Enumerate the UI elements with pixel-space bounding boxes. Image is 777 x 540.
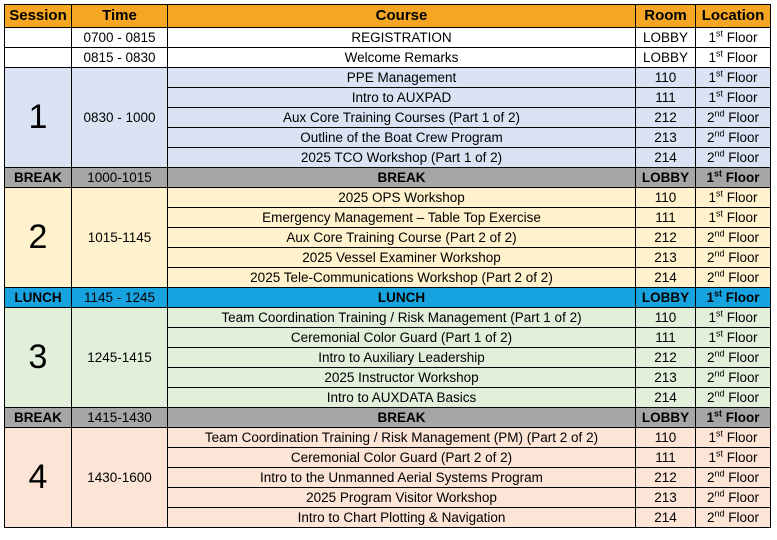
course-cell: 2025 Tele-Communications Workshop (Part 2 of 2) — [168, 268, 636, 288]
time-cell: 0815 - 0830 — [72, 48, 168, 68]
floor-number: 2 — [706, 350, 715, 365]
floor-word: Floor — [724, 130, 760, 145]
location-cell — [696, 408, 771, 428]
floor-number: 2 — [706, 490, 715, 505]
location-cell — [696, 148, 771, 168]
floor-number: 2 — [706, 390, 715, 405]
room-cell: LOBBY — [636, 288, 696, 308]
course-cell: Welcome Remarks — [168, 48, 636, 68]
course-cell: REGISTRATION — [168, 28, 636, 48]
floor-ordinal: st — [715, 48, 723, 59]
course-cell: Team Coordination Training / Risk Management (PM) (Part 2 of 2) — [168, 428, 636, 448]
room-cell: 213 — [636, 248, 696, 268]
course-cell: 2025 Vessel Examiner Workshop — [168, 248, 636, 268]
session-cell — [5, 48, 72, 68]
location-cell — [696, 488, 771, 508]
time-cell: 1145 - 1245 — [72, 288, 168, 308]
room-cell: LOBBY — [636, 48, 696, 68]
room-cell: 213 — [636, 368, 696, 388]
schedule-table — [4, 4, 771, 528]
floor-number: 2 — [706, 130, 715, 145]
floor-number: 1 — [708, 70, 716, 85]
course-cell: Aux Core Training Courses (Part 1 of 2) — [168, 108, 636, 128]
floor-ordinal: st — [714, 288, 723, 299]
floor-ordinal: st — [715, 428, 723, 439]
floor-ordinal: nd — [714, 108, 725, 119]
lunch-row — [5, 288, 771, 308]
floor-number: 2 — [706, 110, 715, 125]
room-cell: LOBBY — [636, 28, 696, 48]
floor-word: Floor — [723, 70, 758, 85]
floor-ordinal: nd — [714, 268, 725, 279]
floor-ordinal: nd — [714, 128, 725, 139]
course-cell: PPE Management — [168, 68, 636, 88]
course-cell: 2025 TCO Workshop (Part 1 of 2) — [168, 148, 636, 168]
location-cell — [696, 228, 771, 248]
header-location: Location — [696, 5, 771, 28]
floor-number: 1 — [708, 50, 716, 65]
floor-ordinal: st — [715, 208, 723, 219]
session-cell: BREAK — [5, 168, 72, 188]
location-cell — [696, 448, 771, 468]
course-cell: Ceremonial Color Guard (Part 2 of 2) — [168, 448, 636, 468]
location-cell — [696, 348, 771, 368]
location-cell — [696, 368, 771, 388]
room-cell: 214 — [636, 388, 696, 408]
floor-number: 1 — [708, 430, 716, 445]
room-cell: 212 — [636, 228, 696, 248]
course-cell: Intro to Auxiliary Leadership — [168, 348, 636, 368]
time-cell: 0700 - 0815 — [72, 28, 168, 48]
location-cell — [696, 128, 771, 148]
floor-word: Floor — [724, 490, 760, 505]
floor-ordinal: nd — [714, 468, 725, 479]
floor-ordinal: nd — [714, 368, 725, 379]
floor-word: Floor — [724, 390, 760, 405]
table-row — [5, 68, 771, 88]
floor-number: 1 — [706, 410, 714, 425]
floor-number: 2 — [706, 370, 715, 385]
location-cell — [696, 108, 771, 128]
floor-word: Floor — [723, 450, 758, 465]
course-cell: 2025 Program Visitor Workshop — [168, 488, 636, 508]
floor-number: 1 — [706, 170, 714, 185]
course-cell: 2025 OPS Workshop — [168, 188, 636, 208]
floor-number: 1 — [708, 90, 716, 105]
floor-ordinal: st — [715, 68, 723, 79]
location-cell — [696, 328, 771, 348]
floor-word: Floor — [723, 330, 758, 345]
floor-word: Floor — [722, 410, 760, 425]
floor-word: Floor — [723, 90, 758, 105]
header-room: Room — [636, 5, 696, 28]
location-cell — [696, 508, 771, 528]
floor-word: Floor — [724, 270, 760, 285]
location-cell — [696, 208, 771, 228]
floor-number: 2 — [706, 510, 715, 525]
floor-word: Floor — [722, 170, 760, 185]
floor-number: 1 — [706, 290, 714, 305]
room-cell: 111 — [636, 328, 696, 348]
course-cell: Intro to AUXDATA Basics — [168, 388, 636, 408]
session-number: 3 — [5, 308, 72, 408]
session-time: 1430-1600 — [72, 428, 168, 528]
floor-word: Floor — [724, 250, 760, 265]
break-row — [5, 168, 771, 188]
floor-ordinal: nd — [714, 148, 725, 159]
room-cell: 213 — [636, 488, 696, 508]
location-cell — [696, 68, 771, 88]
room-cell: 212 — [636, 468, 696, 488]
floor-ordinal: nd — [714, 488, 725, 499]
room-cell: 212 — [636, 348, 696, 368]
welcome-row — [5, 48, 771, 68]
floor-word: Floor — [723, 190, 758, 205]
floor-ordinal: st — [714, 408, 723, 419]
course-cell: BREAK — [168, 408, 636, 428]
location-cell — [696, 308, 771, 328]
floor-number: 2 — [706, 250, 715, 265]
room-cell: 110 — [636, 188, 696, 208]
room-cell: LOBBY — [636, 168, 696, 188]
break-row — [5, 408, 771, 428]
floor-ordinal: st — [715, 88, 723, 99]
room-cell: 111 — [636, 208, 696, 228]
room-cell: 214 — [636, 148, 696, 168]
location-cell — [696, 248, 771, 268]
room-cell: 214 — [636, 268, 696, 288]
floor-ordinal: st — [715, 188, 723, 199]
floor-ordinal: nd — [714, 348, 725, 359]
room-cell: 110 — [636, 428, 696, 448]
location-cell — [696, 168, 771, 188]
floor-ordinal: nd — [714, 248, 725, 259]
floor-number: 1 — [708, 450, 716, 465]
session-cell — [5, 28, 72, 48]
room-cell: 110 — [636, 308, 696, 328]
floor-number: 2 — [706, 230, 715, 245]
floor-ordinal: st — [715, 28, 723, 39]
session-cell: LUNCH — [5, 288, 72, 308]
floor-word: Floor — [722, 290, 760, 305]
location-cell — [696, 288, 771, 308]
floor-ordinal: st — [714, 168, 723, 179]
floor-word: Floor — [724, 370, 760, 385]
floor-number: 1 — [708, 310, 716, 325]
floor-word: Floor — [724, 230, 760, 245]
floor-number: 2 — [706, 270, 715, 285]
room-cell: 111 — [636, 88, 696, 108]
floor-word: Floor — [723, 430, 758, 445]
header-session: Session — [5, 5, 72, 28]
course-cell: Team Coordination Training / Risk Management (Part 1 of 2) — [168, 308, 636, 328]
registration-row — [5, 28, 771, 48]
floor-word: Floor — [723, 310, 758, 325]
floor-number: 2 — [706, 150, 715, 165]
session-time: 1015-1145 — [72, 188, 168, 288]
course-cell: Emergency Management – Table Top Exercise — [168, 208, 636, 228]
location-cell — [696, 48, 771, 68]
floor-ordinal: st — [715, 308, 723, 319]
course-cell: LUNCH — [168, 288, 636, 308]
room-cell: 110 — [636, 68, 696, 88]
floor-word: Floor — [723, 30, 758, 45]
course-cell: Outline of the Boat Crew Program — [168, 128, 636, 148]
course-cell: Ceremonial Color Guard (Part 1 of 2) — [168, 328, 636, 348]
location-cell — [696, 468, 771, 488]
room-cell: 214 — [636, 508, 696, 528]
room-cell: 212 — [636, 108, 696, 128]
location-cell — [696, 88, 771, 108]
floor-number: 1 — [708, 190, 716, 205]
floor-number: 1 — [708, 330, 716, 345]
floor-ordinal: nd — [714, 508, 725, 519]
course-cell: Intro to Chart Plotting & Navigation — [168, 508, 636, 528]
floor-word: Floor — [724, 150, 760, 165]
room-cell: LOBBY — [636, 408, 696, 428]
floor-ordinal: st — [715, 328, 723, 339]
session-number: 4 — [5, 428, 72, 528]
course-cell: Intro to AUXPAD — [168, 88, 636, 108]
floor-number: 1 — [708, 210, 716, 225]
header-time: Time — [72, 5, 168, 28]
floor-ordinal: nd — [714, 228, 725, 239]
floor-word: Floor — [724, 470, 760, 485]
table-row — [5, 428, 771, 448]
location-cell — [696, 188, 771, 208]
header-row — [5, 5, 771, 28]
floor-word: Floor — [724, 350, 760, 365]
session-cell: BREAK — [5, 408, 72, 428]
floor-word: Floor — [724, 510, 760, 525]
header-course: Course — [168, 5, 636, 28]
room-cell: 213 — [636, 128, 696, 148]
location-cell — [696, 268, 771, 288]
location-cell — [696, 428, 771, 448]
session-number: 2 — [5, 188, 72, 288]
floor-word: Floor — [723, 50, 758, 65]
session-time: 0830 - 1000 — [72, 68, 168, 168]
floor-ordinal: st — [715, 448, 723, 459]
floor-word: Floor — [723, 210, 758, 225]
table-row — [5, 188, 771, 208]
time-cell: 1415-1430 — [72, 408, 168, 428]
room-cell: 111 — [636, 448, 696, 468]
time-cell: 1000-1015 — [72, 168, 168, 188]
course-cell: 2025 Instructor Workshop — [168, 368, 636, 388]
course-cell: Aux Core Training Course (Part 2 of 2) — [168, 228, 636, 248]
course-cell: BREAK — [168, 168, 636, 188]
table-row — [5, 308, 771, 328]
location-cell — [696, 28, 771, 48]
course-cell: Intro to the Unmanned Aerial Systems Program — [168, 468, 636, 488]
floor-number: 1 — [708, 30, 716, 45]
session-time: 1245-1415 — [72, 308, 168, 408]
floor-word: Floor — [724, 110, 760, 125]
location-cell — [696, 388, 771, 408]
floor-number: 2 — [706, 470, 715, 485]
session-number: 1 — [5, 68, 72, 168]
floor-ordinal: nd — [714, 388, 725, 399]
